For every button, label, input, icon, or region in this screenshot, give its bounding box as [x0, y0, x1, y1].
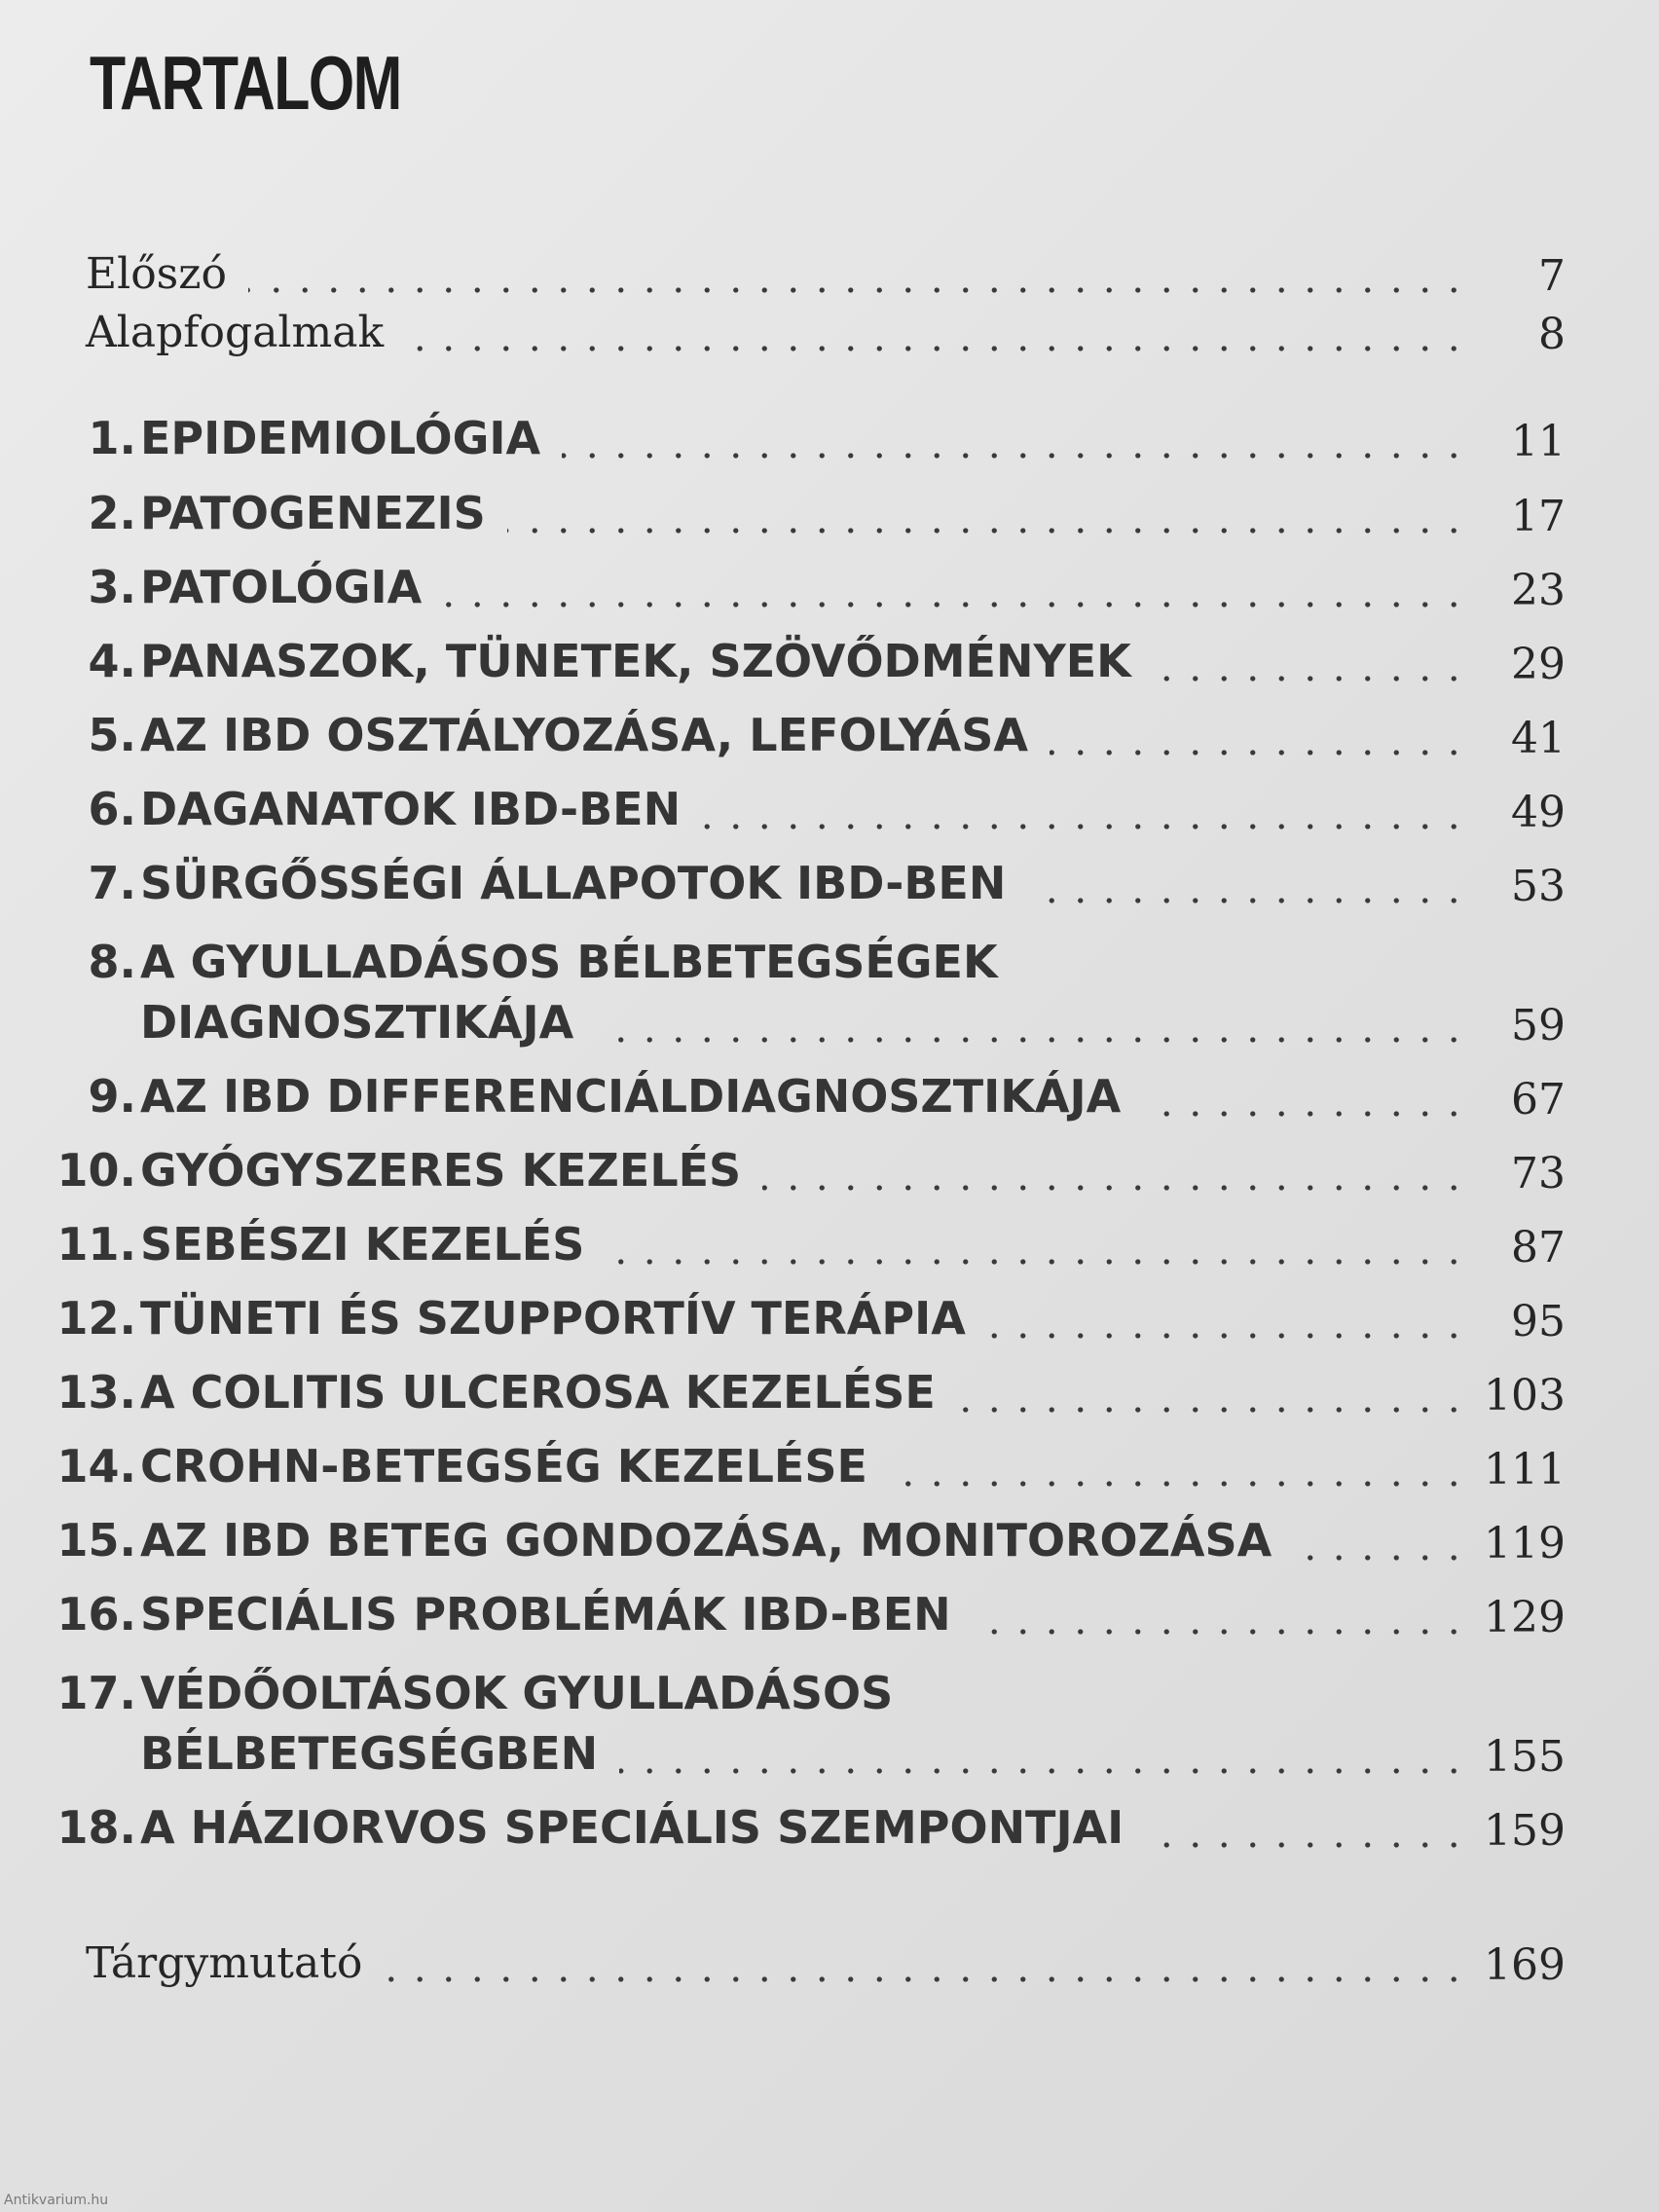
chapter-title: AZ IBD BETEG GONDOZÁSA, MONITOROZÁSA	[140, 1514, 1272, 1567]
chapter-number: 18.	[56, 1801, 136, 1854]
chapter-number: 16.	[56, 1588, 136, 1641]
chapter-title-line1: A GYULLADÁSOS BÉLBETEGSÉGEK	[140, 936, 998, 988]
page-number: 29	[1511, 640, 1566, 689]
chapter-number: 7.	[88, 857, 136, 909]
dot-leader	[889, 1481, 1468, 1487]
dot-leader	[702, 824, 1468, 830]
chapter-title: AZ IBD DIFFERENCIÁLDIAGNOSZTIKÁJA	[140, 1070, 1122, 1123]
toc-entry	[0, 553, 1659, 631]
chapter-number: 17.	[56, 1667, 136, 1719]
dot-leader	[619, 1768, 1468, 1774]
toc-entry	[0, 849, 1659, 927]
chapter-title: PANASZOK, TÜNETEK, SZÖVŐDMÉNYEK	[140, 635, 1131, 687]
chapter-title: A COLITIS ULCEROSA KEZELÉSE	[140, 1366, 936, 1419]
dot-leader	[1153, 676, 1468, 682]
dot-leader	[1142, 1111, 1468, 1117]
page-number: 17	[1511, 492, 1566, 541]
dot-leader	[1027, 898, 1468, 903]
chapter-number: 11.	[56, 1218, 136, 1271]
chapter-title: SEBÉSZI KEZELÉS	[140, 1218, 585, 1271]
chapter-title: PATOGENEZIS	[140, 487, 486, 539]
page-number: 41	[1511, 714, 1566, 763]
chapter-title: GYÓGYSZERES KEZELÉS	[140, 1144, 742, 1197]
toc-entry	[0, 1062, 1659, 1140]
chapter-number: 5.	[88, 709, 136, 761]
toc-entry	[0, 404, 1659, 482]
chapter-number: 4.	[88, 635, 136, 687]
chapter-number: 9.	[88, 1070, 136, 1123]
dot-leader	[762, 1185, 1468, 1191]
chapter-title: EPIDEMIOLÓGIA	[140, 412, 541, 464]
dot-leader	[1293, 1555, 1468, 1561]
chapter-number: 14.	[56, 1440, 136, 1493]
toc-entry	[0, 1210, 1659, 1288]
chapter-title: SPECIÁLIS PROBLÉMÁK IBD-BEN	[140, 1588, 951, 1641]
toc-entry	[0, 479, 1659, 557]
chapter-title: AZ IBD OSZTÁLYOZÁSA, LEFOLYÁSA	[140, 709, 1028, 761]
toc-entry	[0, 1136, 1659, 1214]
dot-leader	[248, 287, 1468, 293]
page-number: 53	[1511, 862, 1566, 911]
dot-leader	[595, 1037, 1468, 1043]
chapter-title: DAGANATOK IBD-BEN	[140, 783, 682, 835]
chapter-number: 8.	[88, 936, 136, 988]
dot-leader	[507, 528, 1468, 534]
dot-leader	[1050, 750, 1468, 756]
toc-entry	[0, 1506, 1659, 1584]
chapter-number: 10.	[56, 1144, 136, 1197]
chapter-title: DIAGNOSZTIKÁJA	[140, 996, 574, 1049]
page-number: 111	[1484, 1445, 1566, 1494]
chapter-number: 6.	[88, 783, 136, 835]
page-number: 103	[1484, 1371, 1566, 1420]
page-title: TARTALOM	[90, 40, 401, 126]
dot-leader	[443, 602, 1468, 608]
toc-entry	[0, 701, 1659, 779]
toc-entry	[0, 1284, 1659, 1362]
section-title: Előszó	[86, 249, 227, 299]
page-number: 67	[1511, 1075, 1566, 1124]
dot-leader	[987, 1333, 1468, 1339]
chapter-title: CROHN-BETEGSÉG KEZELÉSE	[140, 1440, 867, 1493]
toc-entry	[0, 936, 1659, 1066]
page-number: 59	[1511, 1001, 1566, 1051]
section-title: Alapfogalmak	[86, 308, 385, 357]
dot-leader	[384, 1976, 1468, 1982]
page-number: 11	[1511, 417, 1566, 466]
toc-entry	[0, 1667, 1659, 1797]
dot-leader	[606, 1259, 1468, 1265]
section-title: Tárgymutató	[86, 1938, 363, 1988]
toc-entry	[0, 1928, 1659, 2006]
chapter-title: BÉLBETEGSÉGBEN	[140, 1727, 599, 1780]
dot-leader	[1145, 1842, 1468, 1848]
toc-entry	[0, 1358, 1659, 1436]
page-number: 155	[1484, 1732, 1566, 1782]
chapter-number: 12.	[56, 1292, 136, 1345]
chapter-number: 3.	[88, 561, 136, 613]
chapter-number: 15.	[56, 1514, 136, 1567]
dot-leader	[405, 346, 1468, 351]
chapter-number: 2.	[88, 487, 136, 539]
chapter-number: 13.	[56, 1366, 136, 1419]
page-number: 23	[1511, 566, 1566, 615]
page-number: 159	[1484, 1806, 1566, 1856]
chapter-title: A HÁZIORVOS SPECIÁLIS SZEMPONTJAI	[140, 1801, 1124, 1854]
page-number: 95	[1511, 1297, 1566, 1346]
page-number: 49	[1511, 788, 1566, 837]
dot-leader	[957, 1407, 1468, 1413]
toc-entry	[0, 297, 1659, 375]
toc-entry	[0, 1793, 1659, 1871]
page-number: 87	[1511, 1223, 1566, 1272]
chapter-title: PATOLÓGIA	[140, 561, 423, 613]
toc-entry	[0, 775, 1659, 853]
page-number: 169	[1484, 1940, 1566, 1990]
toc-entry	[0, 1580, 1659, 1658]
chapter-title: SÜRGŐSSÉGI ÁLLAPOTOK IBD-BEN	[140, 857, 1007, 909]
page-number: 73	[1511, 1149, 1566, 1198]
chapter-number: 1.	[88, 412, 136, 464]
toc-entry	[0, 1432, 1659, 1510]
page-number: 8	[1538, 310, 1566, 359]
chapter-title: TÜNETI ÉS SZUPPORTÍV TERÁPIA	[140, 1292, 966, 1345]
page-number: 119	[1484, 1519, 1566, 1568]
dot-leader	[973, 1629, 1468, 1635]
toc-entry	[0, 627, 1659, 705]
dot-leader	[562, 453, 1468, 459]
page-number: 7	[1538, 251, 1566, 301]
page-number: 129	[1484, 1593, 1566, 1642]
chapter-title-line1: VÉDŐOLTÁSOK GYULLADÁSOS	[140, 1667, 894, 1719]
watermark: Antikvarium.hu	[4, 2193, 109, 2208]
